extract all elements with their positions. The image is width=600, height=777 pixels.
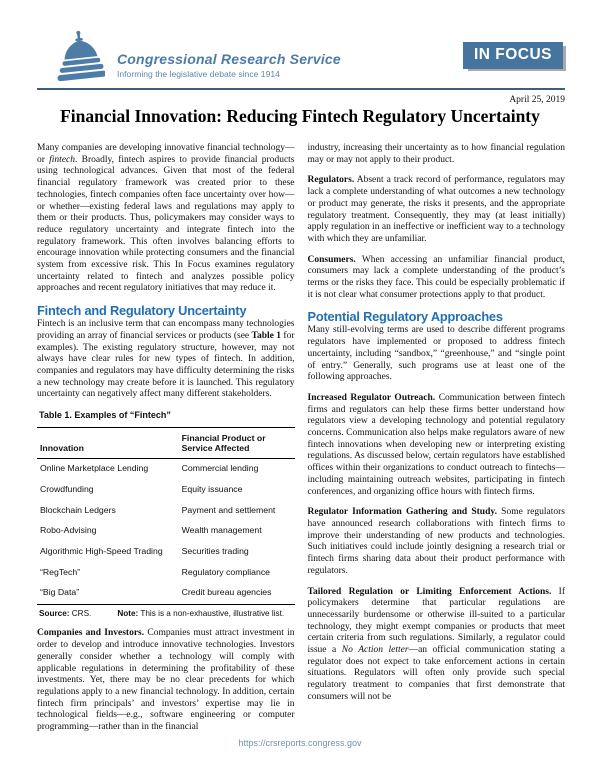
column-header-product: Financial Product or Service Affected [179, 427, 295, 458]
tailored-paragraph [308, 587, 566, 704]
bold-lead: Companies and Investors. [37, 628, 145, 639]
section-heading-regulatory-approaches: Potential Regulatory Approaches [307, 309, 503, 325]
table-row [37, 479, 295, 500]
cell-product: Credit bureau agencies [181, 587, 272, 598]
cell-product: Wealth management [181, 525, 262, 536]
table-row [37, 521, 295, 542]
column-header-innovation: Innovation [37, 427, 179, 458]
crs-logo [55, 30, 105, 91]
table-header-row [37, 427, 295, 458]
table-row [37, 583, 295, 604]
cell-innovation: Robo-Advising [40, 525, 97, 536]
in-focus-badge: IN FOCUS [463, 42, 563, 69]
brand-name: Congressional Research Service [117, 51, 341, 67]
table-source-note [39, 608, 295, 620]
text-run: Many companies are developing innovative financial technology—or [37, 143, 295, 165]
text-run: . Broadly, fintech aspires to provide financial products using technological advances. Given that most of the federal financial regulatory framework was created prior to these technologies, fintech companies often face uncertainty over how—or whether—existing federal laws and regulations may apply to them or their products. Thus, policymakers may consider ways to reduce regulatory uncertainty and integrate fintech into the regulatory framework. This often involves balancing efforts to encourage innovation while protecting consumers and the financial system from excessive risk. This In Focus examines regulatory uncertainty related to fintech and analyzes possible policy approaches and recent regulatory initiatives that may reduce it. [37, 154, 295, 294]
table-row [37, 562, 295, 583]
consumers-paragraph [308, 255, 566, 302]
text-run: When accessing an unfamiliar financial product, consumers may lack a complete understanding of the product’s terms or the risks they face. This could be especially problematic if it is not clear what consumer protections apply to that product. [307, 254, 565, 300]
text-run: Absent a track record of performance, regulators may lack a complete understanding of what outcomes a new technology or product may generate, the risks it presents, and the appropriate regulatory treatment. Consequently, they may (at least initially) apply regulation in an ineffective or inefficient way to a technology with which they are unfamiliar. [307, 175, 565, 244]
source-text: CRS. [69, 608, 92, 618]
table-row [37, 500, 295, 521]
note-text: This is a non-exhaustive, illustrative list. [138, 608, 285, 618]
intro-paragraph [37, 143, 295, 295]
document-body [37, 143, 565, 743]
text-run: Some regulators have announced research collaborations with fintech firms to improve their understanding of new products and technologies. Such initiatives could include jointly designing a research trial or fintech firms sharing data about their product performance with regulators. [307, 507, 565, 576]
continuation-paragraph: industry, increasing their uncertainty as to how financial regulation may or may not apply to their product. [307, 143, 565, 165]
cell-product: Securities trading [181, 546, 249, 557]
document-date: April 25, 2019 [509, 95, 565, 105]
bold-lead: Consumers. [307, 254, 356, 265]
regulators-paragraph [308, 175, 566, 245]
cell-innovation: Algorithmic High-Speed Trading [40, 546, 163, 557]
bold-lead: Tailored Regulation or Limiting Enforcement Actions. [307, 586, 552, 597]
brand-block [117, 51, 341, 79]
document-header [37, 30, 565, 88]
left-column [37, 143, 295, 743]
right-column [308, 143, 566, 743]
text-run: Communication between fintech firms and regulators can help these firms better understand how regulators view a developing technology and potential regulatory concerns. Communication also helps make regulators aware of new fintech innovations when developing new or interpreting existing regulations. As discussed below, certain regulators have established offices within their organizations to conduct outreach to fintechs—including maintaining outreach websites, participating in fintech conferences, and organizing office hours with fintech firms. [307, 392, 565, 497]
header-divider [37, 88, 565, 90]
fintech-examples-table [37, 427, 295, 605]
table-caption: Table 1. Examples of “Fintech” [39, 410, 171, 421]
table-reference: Table 1 [251, 330, 282, 341]
italic-term: No Action letter [341, 645, 409, 656]
bold-lead: Increased Regulator Outreach. [307, 392, 436, 403]
outreach-paragraph [308, 393, 566, 498]
cell-product: Equity issuance [181, 483, 243, 494]
cell-innovation: Online Marketplace Lending [40, 463, 149, 474]
italic-term: fintech [49, 154, 76, 165]
text-run: —an official communication stating a regulator does not expect to take enforcement actions in certain situations. Regulators will often only provide such special regulatory treatment to companies that first demonstrate that consumers will not be [307, 645, 566, 702]
bold-lead: Regulator Information Gathering and Study. [307, 507, 497, 518]
cell-product: Payment and settlement [181, 504, 276, 515]
approaches-paragraph: Many still-evolving terms are used to describe different programs regulators have implemented or proposed to address fintech uncertainty, including “sandbox,” “greenhouse,” and “single point of entry.” Generally, such programs use at least one of the following approaches. [307, 325, 565, 383]
note-label: Note: [117, 608, 139, 618]
companies-investors-paragraph [37, 628, 295, 733]
capitol-dome-icon [55, 30, 105, 86]
text-run: for examples). The existing regulatory structure, however, may not always have clear rules for new types of fintech. In addition, companies and regulators may have difficulty determining the risks a new technology may create before it is launched. This regulatory uncertainty can negatively affect many different stakeholders. [37, 330, 295, 400]
cell-product: Regulatory compliance [181, 566, 270, 577]
cell-product: Commercial lending [181, 463, 259, 474]
paragraph [37, 319, 295, 401]
gathering-paragraph [308, 507, 566, 577]
cell-innovation: “RegTech” [40, 566, 81, 577]
table-row [37, 542, 295, 563]
section-heading-fintech-uncertainty: Fintech and Regulatory Uncertainty [37, 303, 247, 319]
cell-innovation: Crowdfunding [40, 483, 94, 494]
brand-tagline: Informing the legislative debate since 1914 [117, 69, 280, 79]
footer-link[interactable]: https://crsreports.congress.gov [238, 738, 362, 748]
text-run: Fintech is an inclusive term that can encompass many technologies providing an array of financial services or products (see [37, 319, 295, 341]
bold-lead: Regulators. [307, 175, 355, 186]
page-footer [0, 738, 600, 748]
cell-innovation: Blockchain Ledgers [40, 504, 116, 515]
source-label: Source: [39, 608, 70, 618]
page-title: Financial Innovation: Reducing Fintech Regulatory Uncertainty [60, 106, 540, 126]
text-run: If policymakers determine that particular regulations are unnecessarily burdensome or otherwise ill-suited to a particular technology, they might exempt companies or products that meet certain criteria from such regulations. Similarly, a regulator could issue a [307, 586, 565, 656]
text-run: Companies must attract investment in order to develop and introduce innovative technologies. Investors generally consider whether a technology will comply with applicable regulations in determining the profitability of these investments. Yet, there may be no clear precedents for which regulations apply to a new financial technology. In addition, certain fintech firm principals’ and investors’ expertise may lie in technological fields—e.g., software engineering or computer programming—rather than in the financial [37, 628, 295, 733]
cell-innovation: “Big Data” [40, 587, 80, 598]
table-row [37, 458, 295, 479]
